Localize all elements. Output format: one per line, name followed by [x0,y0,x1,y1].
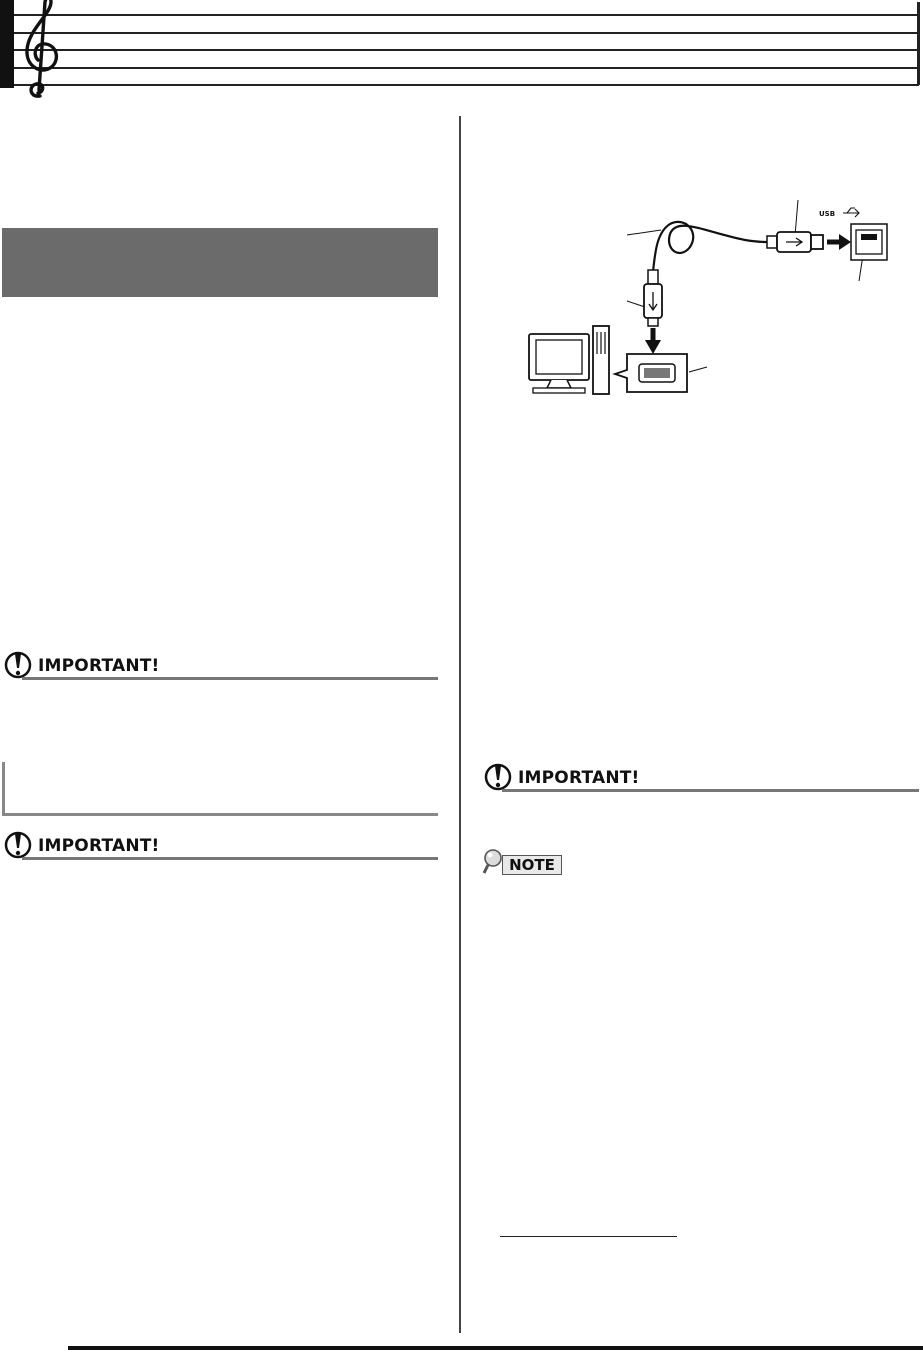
important-label: IMPORTANT! [38,836,160,856]
staff-line [14,49,919,51]
usb-b-plug-icon [767,232,823,252]
important-label: IMPORTANT! [38,656,160,676]
note-label: NOTE [502,855,562,875]
leader-line [627,230,661,235]
subsection-left-border [2,762,5,816]
staff-line [14,67,919,69]
treble-clef-icon [18,0,68,98]
important-header [484,760,919,800]
usb-a-port-callout [615,354,687,392]
usb-a-plug-icon [644,270,662,326]
usb-symbol-icon [843,208,859,217]
usb-port-label: USB [819,210,836,218]
short-rule [500,1236,677,1237]
page-bottom-rule [68,1346,923,1350]
staff-end-bar [917,2,920,85]
usb-b-port-icon [851,224,887,260]
section-banner [2,228,438,297]
important-rule [22,857,438,860]
leader-line [689,367,707,372]
leader-line [795,200,798,236]
leader-line [627,301,645,307]
usb-cable [653,222,767,272]
staff-line [14,14,919,16]
subsection-bottom-border [2,813,438,816]
arrow-right-icon [827,234,851,250]
staff-line [14,84,919,86]
important-rule [22,677,438,680]
staff-line [14,32,919,34]
important-label: IMPORTANT! [518,768,640,788]
important-header [4,828,438,868]
arrow-down-icon [645,328,661,354]
important-rule [502,789,919,792]
column-divider [459,116,461,1333]
note-header [482,848,567,878]
computer-icon [529,326,609,394]
subsection-heading [2,762,438,816]
important-header [4,648,438,688]
usb-connection-diagram [505,192,915,402]
header-bar [0,0,14,88]
